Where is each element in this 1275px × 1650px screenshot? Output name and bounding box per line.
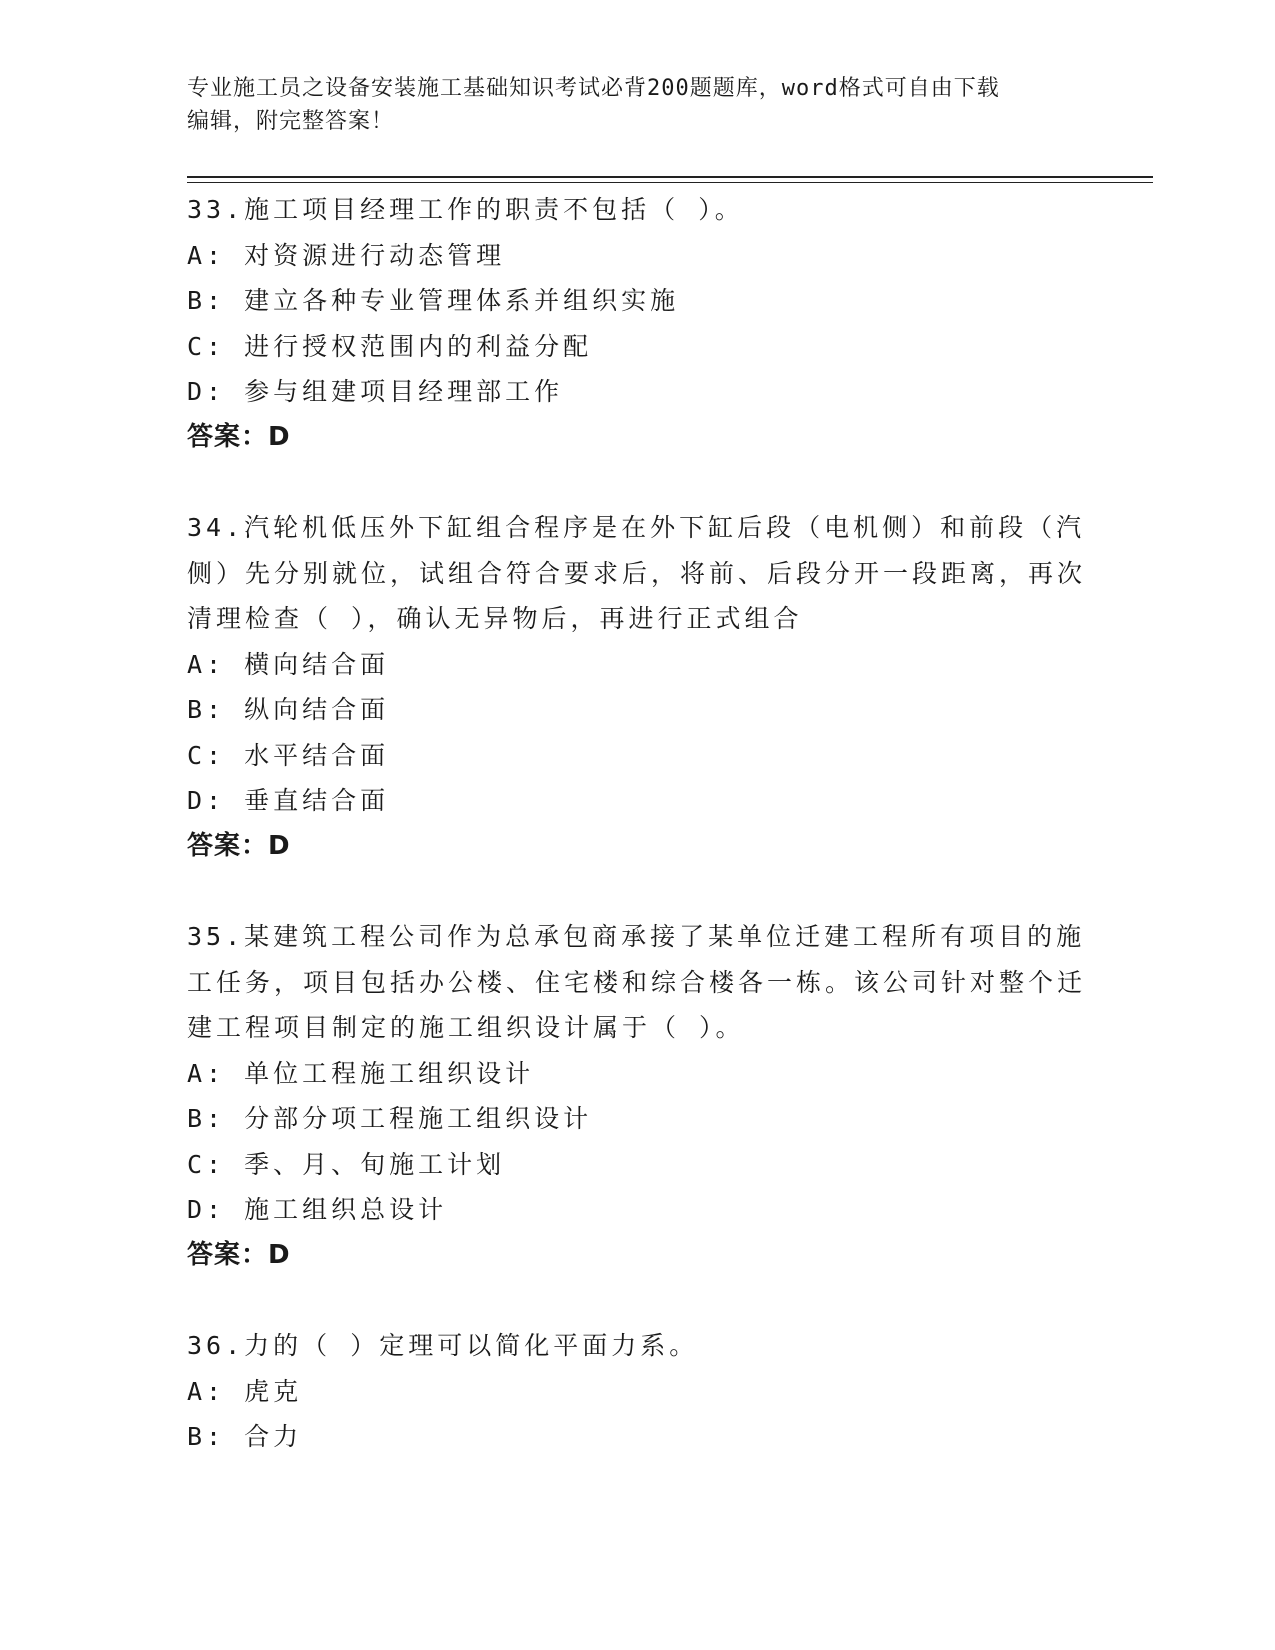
option-d: D: 施工组织总设计 bbox=[187, 1195, 448, 1224]
header-title-line-2: 编辑，附完整答案！ bbox=[187, 109, 395, 134]
question-stem: 34.汽轮机低压外下缸组合程序是在外下缸后段（电机侧）和前段（汽侧）先分别就位，试组合符合要求后，将前、后段分开一段距离，再次清理检查（ ），确认无异物后，再进行正式组合 bbox=[187, 513, 1087, 633]
document-header bbox=[187, 72, 1087, 138]
answer-line: 答案：D bbox=[187, 1239, 291, 1270]
header-title-line-1: 专业施工员之设备安装施工基础知识考试必背200题题库，word格式可自由下载 bbox=[187, 76, 1000, 101]
option-b: B: 纵向结合面 bbox=[187, 695, 390, 724]
option-a: A: 单位工程施工组织设计 bbox=[187, 1058, 535, 1088]
option-c: C: 季、月、旬施工计划 bbox=[187, 1149, 506, 1179]
option-b: B: 建立各种专业管理体系并组织实施 bbox=[187, 286, 680, 315]
option-b: B: 合力 bbox=[187, 1422, 303, 1451]
answer-line: 答案：D bbox=[187, 830, 291, 861]
option-a: A: 对资源进行动态管理 bbox=[187, 240, 506, 270]
question-stem: 33.施工项目经理工作的职责不包括（ ）。 bbox=[187, 195, 744, 224]
option-c: C: 进行授权范围内的利益分配 bbox=[187, 331, 593, 361]
question-stem: 36.力的（ ）定理可以简化平面力系。 bbox=[187, 1331, 699, 1360]
option-b: B: 分部分项工程施工组织设计 bbox=[187, 1104, 593, 1133]
question-34 bbox=[187, 505, 1087, 869]
option-a: A: 虎克 bbox=[187, 1376, 303, 1406]
question-36 bbox=[187, 1323, 1087, 1460]
question-35 bbox=[187, 914, 1087, 1278]
question-33 bbox=[187, 187, 1087, 460]
answer-line: 答案：D bbox=[187, 421, 291, 452]
option-c: C: 水平结合面 bbox=[187, 740, 390, 770]
question-list bbox=[187, 187, 1087, 1505]
option-d: D: 垂直结合面 bbox=[187, 786, 390, 815]
header-divider-thin bbox=[187, 182, 1153, 183]
header-divider-thick bbox=[187, 176, 1153, 178]
option-d: D: 参与组建项目经理部工作 bbox=[187, 377, 564, 406]
option-a: A: 横向结合面 bbox=[187, 649, 390, 679]
question-stem: 35.某建筑工程公司作为总承包商承接了某单位迁建工程所有项目的施工任务，项目包括办公楼、住宅楼和综合楼各一栋。该公司针对整个迁建工程项目制定的施工组织设计属于（ ）。 bbox=[187, 922, 1087, 1042]
